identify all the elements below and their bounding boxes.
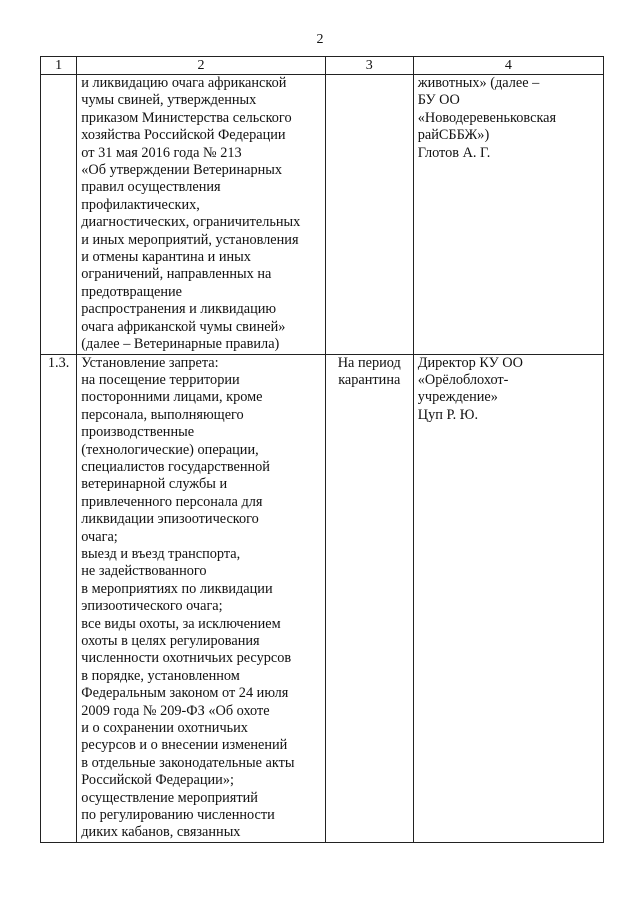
- term-cell: [325, 354, 413, 842]
- cell-text-line: приказом Министерства сельского: [81, 109, 292, 126]
- cell-text-line: привлеченного персонала для: [81, 493, 263, 510]
- cell-text-line: не задействованного: [81, 563, 207, 580]
- term-cell: [325, 75, 413, 355]
- cell-text-line: посторонними лицами, кроме: [81, 389, 263, 406]
- cell-text-line: животных» (далее –: [417, 75, 540, 91]
- cell-text-line: выезд и въезд транспорта,: [81, 545, 241, 562]
- page-number: 2: [316, 32, 324, 47]
- cell-text-line: «Орёлоблохот-: [417, 371, 509, 388]
- cell-text-line: и о сохранении охотничьих: [81, 720, 248, 737]
- row-number-cell: 1.3.: [41, 354, 77, 842]
- cell-text-line: Глотов А. Г.: [417, 144, 491, 161]
- cell-text-line: от 31 мая 2016 года № 213: [81, 144, 242, 161]
- cell-text-line: и иных мероприятий, установления: [81, 231, 299, 248]
- cell-text-line: диких кабанов, связанных: [81, 824, 241, 841]
- cell-text-line: в порядке, установленном: [81, 667, 240, 684]
- cell-text-line: на посещение территории: [81, 371, 240, 388]
- cell-text-line: «Об утверждении Ветеринарных: [81, 162, 283, 179]
- cell-text-line: охоты в целях регулирования: [81, 633, 260, 649]
- cell-text-line: производственные: [81, 424, 195, 441]
- cell-text-line: по регулированию численности: [81, 807, 275, 824]
- cell-text-line: все виды охоты, за исключением: [81, 615, 281, 632]
- cell-text-line: (далее – Ветеринарные правила): [81, 336, 280, 353]
- cell-text-line: осуществление мероприятий: [81, 789, 258, 806]
- cell-text-line: и отмены карантина и иных: [81, 249, 251, 266]
- cell-text-line: эпизоотического очага;: [81, 598, 223, 615]
- measures-table: [40, 56, 604, 843]
- header-col-4: 4: [413, 57, 603, 75]
- responsible-cell: [413, 354, 603, 842]
- cell-text-line: хозяйства Российской Федерации: [81, 127, 286, 144]
- cell-text-line: Директор КУ ОО: [417, 354, 523, 371]
- cell-text-line: специалистов государственной: [81, 458, 270, 475]
- cell-text-line: чумы свиней, утвержденных: [81, 92, 257, 109]
- cell-text-line: ресурсов и о внесении изменений: [81, 737, 288, 754]
- table-body: [41, 75, 604, 843]
- cell-text-line: ограничений, направленных на: [81, 266, 272, 283]
- cell-text-line: численности охотничьих ресурсов: [81, 650, 292, 667]
- cell-text-line: распространения и ликвидацию: [81, 301, 277, 318]
- cell-text-line: персонала, выполняющего: [81, 406, 244, 423]
- cell-text-line: (технологические) операции,: [81, 441, 259, 458]
- measure-cell: [77, 75, 326, 355]
- cell-text-line: райСББЖ»): [417, 127, 490, 144]
- cell-text-line: Цуп Р. Ю.: [417, 406, 479, 423]
- cell-text-line: правил осуществления: [81, 179, 221, 196]
- cell-text-line: учреждение»: [417, 389, 498, 406]
- row-number-cell: [41, 75, 77, 355]
- header-col-3: 3: [325, 57, 413, 75]
- measure-cell: [77, 354, 326, 842]
- cell-text-line: Установление запрета:: [81, 354, 219, 371]
- cell-text-line: 2009 года № 209-ФЗ «Об охоте: [81, 702, 270, 719]
- cell-text-line: диагностических, ограничительных: [81, 214, 301, 231]
- cell-text-line: «Новодеревеньковская: [417, 109, 557, 126]
- table-row: [41, 75, 604, 355]
- cell-text-line: БУ ОО: [417, 92, 460, 109]
- cell-text-line: в мероприятиях по ликвидации: [81, 580, 273, 597]
- header-col-1: 1: [41, 57, 77, 75]
- table-row: [41, 354, 604, 842]
- cell-text-line: ветеринарной службы и: [81, 476, 228, 493]
- cell-text-line: предотвращение: [81, 283, 182, 300]
- cell-text-line: очага;: [81, 528, 118, 545]
- responsible-cell: [413, 75, 603, 355]
- cell-text-line: карантина: [338, 371, 401, 388]
- header-col-2: 2: [77, 57, 326, 75]
- cell-text-line: профилактических,: [81, 196, 200, 213]
- cell-text-line: Российской Федерации»;: [81, 772, 234, 789]
- cell-text-line: очага африканской чумы свиней»: [81, 318, 286, 335]
- cell-text-line: Федеральным законом от 24 июля: [81, 685, 289, 702]
- cell-text-line: и ликвидацию очага африканской: [81, 75, 287, 91]
- table-header-row: [41, 57, 604, 75]
- cell-text-line: ликвидации эпизоотического: [81, 511, 259, 528]
- cell-text-line: На период: [337, 354, 401, 371]
- cell-text-line: в отдельные законодательные акты: [81, 754, 295, 771]
